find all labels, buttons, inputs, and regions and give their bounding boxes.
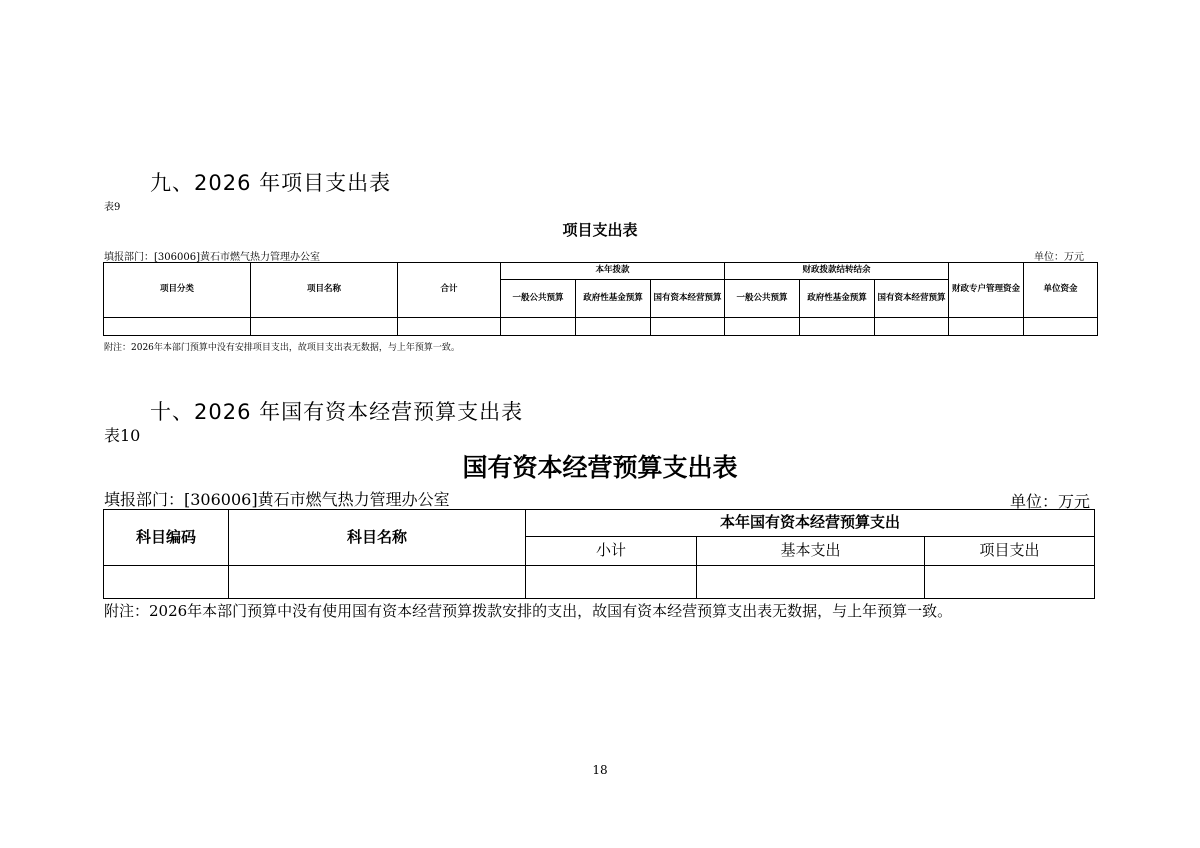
- empty-cell: [651, 318, 725, 336]
- state-capital-expenditure-table: [103, 509, 1095, 599]
- section9-note: 附注：2026年本部门预算中没有安排项目支出，故项目支出表无数据，与上年预算一致。: [104, 343, 460, 353]
- empty-cell: [875, 318, 949, 336]
- section9-dept: 填报部门：[306006]黄石市燃气热力管理办公室: [104, 252, 320, 263]
- empty-cell: [104, 566, 229, 599]
- header-general-budget: 一般公共预算: [501, 280, 576, 318]
- header-fund-budget: 政府性基金预算: [576, 280, 651, 318]
- section9-table-number: 表9: [104, 202, 121, 213]
- header-state-capital-budget: 国有资本经营预算: [875, 280, 949, 318]
- empty-cell: [576, 318, 651, 336]
- section10-table-number: 表10: [104, 426, 141, 445]
- header-name: 项目名称: [251, 263, 398, 318]
- empty-cell: [800, 318, 875, 336]
- empty-cell: [949, 318, 1024, 336]
- empty-cell: [398, 318, 501, 336]
- empty-cell: [925, 566, 1095, 599]
- section9-unit: 单位：万元: [1034, 252, 1084, 263]
- table-row: [104, 318, 1098, 336]
- section10-table-title: 国有资本经营预算支出表: [462, 453, 738, 482]
- header-carryover: 财政拨款结转结余: [725, 263, 949, 280]
- header-basic: 基本支出: [697, 537, 925, 566]
- header-total: 合计: [398, 263, 501, 318]
- section9-heading: 九、2026 年项目支出表: [150, 171, 392, 195]
- project-expenditure-table: [103, 262, 1098, 336]
- empty-cell: [251, 318, 398, 336]
- page-number: 18: [592, 763, 608, 777]
- empty-cell: [697, 566, 925, 599]
- empty-cell: [501, 318, 576, 336]
- empty-cell: [526, 566, 697, 599]
- header-code: 科目编码: [104, 510, 229, 566]
- empty-cell: [104, 318, 251, 336]
- header-group: 本年国有资本经营预算支出: [526, 510, 1095, 537]
- section9-table-title: 项目支出表: [562, 221, 638, 239]
- header-general-budget: 一般公共预算: [725, 280, 800, 318]
- header-project: 项目支出: [925, 537, 1095, 566]
- empty-cell: [229, 566, 526, 599]
- section10-note: 附注：2026年本部门预算中没有使用国有资本经营预算拨款安排的支出，故国有资本经营预算支出表无数据，与上年预算一致。: [104, 602, 953, 620]
- header-subtotal: 小计: [526, 537, 697, 566]
- header-unit-funds: 单位资金: [1024, 263, 1098, 318]
- table-row: [104, 566, 1095, 599]
- section10-dept: 填报部门：[306006]黄石市燃气热力管理办公室: [104, 490, 450, 509]
- empty-cell: [725, 318, 800, 336]
- header-subject-name: 科目名称: [229, 510, 526, 566]
- header-state-capital-budget: 国有资本经营预算: [651, 280, 725, 318]
- header-category: 项目分类: [104, 263, 251, 318]
- empty-cell: [1024, 318, 1098, 336]
- header-special-funds: 财政专户管理资金: [949, 263, 1024, 318]
- section10-heading: 十、2026 年国有资本经营预算支出表: [150, 400, 524, 424]
- section10-unit: 单位：万元: [1009, 492, 1090, 511]
- header-fund-budget: 政府性基金预算: [800, 280, 875, 318]
- header-current-year: 本年拨款: [501, 263, 725, 280]
